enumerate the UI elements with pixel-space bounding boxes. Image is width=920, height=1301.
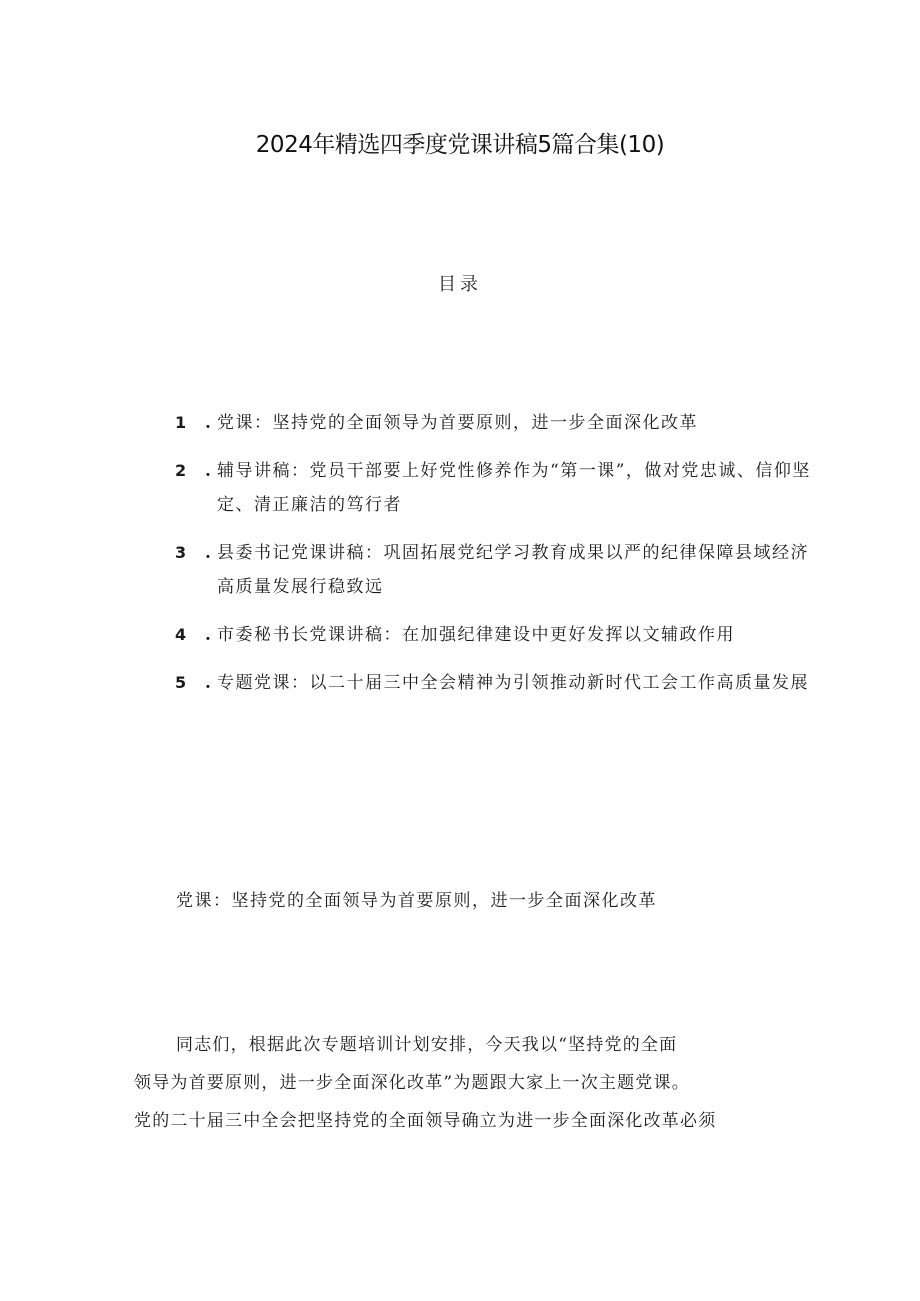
toc-item-3[interactable]	[172, 536, 812, 604]
toc-item-separator: .	[205, 543, 211, 563]
toc-item-number: 5	[175, 673, 187, 692]
section-heading: 党课：坚持党的全面领导为首要原则，进一步全面深化改革	[176, 891, 657, 911]
body-paragraph-line: 领导为首要原则，进一步全面深化改革”为题跟大家上一次主题党课。	[134, 1073, 690, 1093]
toc-item-number: 1	[175, 413, 187, 432]
toc-item-text: 市委秘书长党课讲稿：在加强纪律建设中更好发挥以文辅政作用	[217, 625, 735, 645]
toc-item-5[interactable]	[172, 666, 812, 700]
toc-item-separator: .	[205, 625, 211, 645]
toc-item-separator: .	[205, 413, 211, 433]
toc-item-text: 专题党课：以二十届三中全会精神为引领推动新时代工会工作高质量发展	[217, 673, 809, 693]
toc-item-4[interactable]	[172, 618, 812, 652]
toc-heading: 目录	[438, 274, 482, 295]
toc-item-text: 辅导讲稿：党员干部要上好党性修养作为“第一课”，做对党忠诚、信仰坚定、清正廉洁的笃行者	[217, 461, 811, 515]
toc-item-1[interactable]	[172, 406, 812, 440]
toc-item-number: 2	[175, 461, 187, 480]
body-paragraph-line: 同志们，根据此次专题培训计划安排，今天我以“坚持党的全面	[176, 1035, 678, 1055]
toc-item-2[interactable]	[172, 454, 812, 522]
toc-item-text: 党课：坚持党的全面领导为首要原则，进一步全面深化改革	[217, 413, 698, 433]
toc-item-number: 4	[175, 625, 187, 644]
toc-item-number: 3	[175, 543, 187, 562]
page-title: 2024年精选四季度党课讲稿5篇合集(10)	[255, 132, 665, 158]
table-of-contents	[172, 406, 812, 714]
body-text	[134, 1030, 794, 1144]
toc-item-separator: .	[205, 673, 211, 693]
body-paragraph-line: 党的二十届三中全会把坚持党的全面领导确立为进一步全面深化改革必须	[134, 1111, 717, 1131]
toc-item-separator: .	[205, 461, 211, 481]
toc-item-text: 县委书记党课讲稿：巩固拓展党纪学习教育成果以严的纪律保障县域经济高质量发展行稳致远	[217, 543, 809, 597]
